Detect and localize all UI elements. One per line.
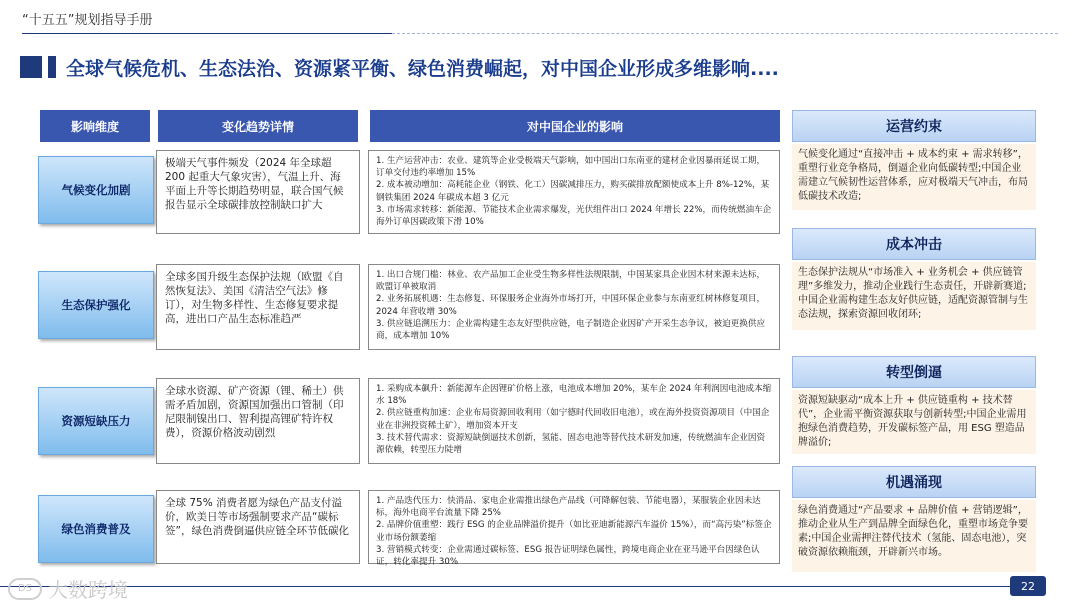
headline-block xyxy=(20,52,779,82)
header-impact: 对中国企业的影响 xyxy=(370,110,780,142)
card-title-transformation: 转型倒逼 xyxy=(792,356,1036,388)
impact-item: 2. 供应链重构加速：企业布局资源回收利用（如宁德时代回收旧电池），或在海外投资资源项目（中国企业在非洲投资稀土矿），增加资本开支 xyxy=(376,408,770,431)
row-impact-green-consumption xyxy=(368,490,780,568)
row-dimension-green-consumption: 绿色消费普及 xyxy=(38,495,154,563)
card-body-transformation: 资源短缺驱动“成本上升 + 供应链重构 + 技术替代”，企业需平衡资源获取与创新转型;中国企业需用抱绿色消费趋势，开发碳标签产品，用 ESG 塑造品牌溢价; xyxy=(792,390,1036,454)
impact-item: 1. 出口合规门槛：林业、农产品加工企业受生物多样性法规限制，中国某家具企业因木材来源未达标，欧盟订单被取消 xyxy=(376,270,766,293)
row-dimension-resources: 资源短缺压力 xyxy=(38,387,154,455)
row-dimension-ecology: 生态保护强化 xyxy=(38,271,154,339)
impact-item: 1. 采购成本飙升：新能源车企因锂矿价格上涨，电池成本增加 20%，某车企 2024 年利润因电池成本缩水 18% xyxy=(376,384,772,407)
impact-item: 3. 市场需求转移：新能源、节能技术企业需求爆发，光伏组件出口 2024 年增长 22%，而传统燃油车企海外订单因碳政策下滑 10% xyxy=(376,204,772,228)
row-trend-climate: 极端天气事件频发（2024 年全球超 200 起重大气象灾害），气温上升、海平面上升等长期趋势明显，联合国气候报告显示全球碳排放控制缺口扩大 xyxy=(156,150,360,234)
row-trend-ecology: 全球多国升级生态保护法规（欧盟《自然恢复法》、美国《清洁空气法》修订），对生物多样性、生态修复要求提高，进出口产品生态标准趋严 xyxy=(156,264,360,350)
impact-item: 1. 生产运营冲击：农业、建筑等企业受极端天气影响，如中国出口东南亚的建材企业因暴雨延误工期，订单交付违约率增加 15% xyxy=(376,156,766,179)
brand-logo-text: 大数跨境 xyxy=(48,578,128,602)
page-number: 22 xyxy=(1010,576,1046,596)
row-impact-climate xyxy=(368,150,780,234)
impact-item: 3. 营销模式转变：企业需通过碳标签、ESG 报告证明绿色属性，跨境电商企业在亚马逊平台因绿色认证，转化率提升 30% xyxy=(376,544,760,568)
headline-square-icon xyxy=(20,56,42,78)
brand-logo-icon: DS xyxy=(8,578,42,600)
card-title-opportunity: 机遇涌现 xyxy=(792,466,1036,498)
impact-item: 2. 业务拓展机遇：生态修复、环保服务企业海外市场打开，中国环保企业参与东南亚红树林修复项目，2024 年营收增 30% xyxy=(376,294,766,317)
row-impact-ecology xyxy=(368,264,780,350)
header-trend: 变化趋势详情 xyxy=(158,110,358,142)
card-body-operations: 气候变化通过“直接冲击 + 成本约束 + 需求转移”，重塑行业竞争格局，倒逼企业向低碳转型;中国企业需建立气候韧性运营体系，应对极端天气冲击，布局低碳技术改造; xyxy=(792,144,1036,210)
footer-rule xyxy=(0,586,1010,587)
card-body-cost: 生态保护法规从“市场准入 + 业务机会 + 供应链管理”多维发力，推动企业践行生态责任，开辟新赛道;中国企业需构建生态友好供应链，适配资源管制与生态法规，探索资源回收闭环; xyxy=(792,262,1036,330)
headline-bar-icon xyxy=(48,56,56,78)
impact-item: 2. 成本被动增加：高耗能企业（钢铁、化工）因碳减排压力，购买碳排放配额使成本上升 8%-12%，某钢铁集团 2024 年碳成本超 3 亿元 xyxy=(376,180,770,203)
header-dimension: 影响维度 xyxy=(40,110,150,142)
impact-item: 3. 供应链追溯压力：企业需构建生态友好型供应链，电子制造企业因矿产开采生态争议，被迫更换供应商，成本增加 10% xyxy=(376,318,766,342)
impact-item: 1. 产品迭代压力：快消品、家电企业需推出绿色产品线（可降解包装、节能电器），某服装企业因未达标，海外电商平台流量下降 25% xyxy=(376,496,761,519)
row-dimension-climate: 气候变化加剧 xyxy=(38,156,154,224)
card-body-opportunity: 绿色消费通过“产品要求 + 品牌价值 + 营销逻辑”，推动企业从生产到品牌全面绿色化，重塑市场竞争要素;中国企业需押注替代技术（氢能、固态电池），突破资源依赖瓶颈，开辟新兴市场。 xyxy=(792,500,1036,572)
header-rule xyxy=(22,33,392,34)
card-title-cost: 成本冲击 xyxy=(792,228,1036,260)
document-title: “十五五”规划指导手册 xyxy=(22,13,153,28)
header-rule-dashed xyxy=(392,33,1058,34)
row-trend-green-consumption: 全球 75% 消费者愿为绿色产品支付溢价，欧美日等市场强制要求产品“碳标签”，绿色消费倒逼供应链全环节低碳化 xyxy=(156,490,360,564)
impact-item: 2. 品牌价值重塑：践行 ESG 的企业品牌溢价提升（如比亚迪新能源汽车溢价 15%），而“高污染”标签企业市场份额萎缩 xyxy=(376,520,772,543)
row-impact-resources xyxy=(368,378,780,464)
page-headline: 全球气候危机、生态法治、资源紧平衡、绿色消费崛起，对中国企业形成多维影响.... xyxy=(66,57,779,80)
row-trend-resources: 全球水资源、矿产资源（锂、稀土）供需矛盾加剧，资源国加强出口管制（印尼限制镍出口、智利提高锂矿特许权费），资源价格波动剧烈 xyxy=(156,378,360,464)
impact-item: 3. 技术替代需求：资源短缺倒逼技术创新，氢能、固态电池等替代技术研发加速，传统燃油车企业因资源依赖，转型压力陡增 xyxy=(376,432,766,456)
card-title-operations: 运营约束 xyxy=(792,110,1036,142)
brand-logo xyxy=(8,574,128,603)
top-bar xyxy=(0,0,1080,36)
